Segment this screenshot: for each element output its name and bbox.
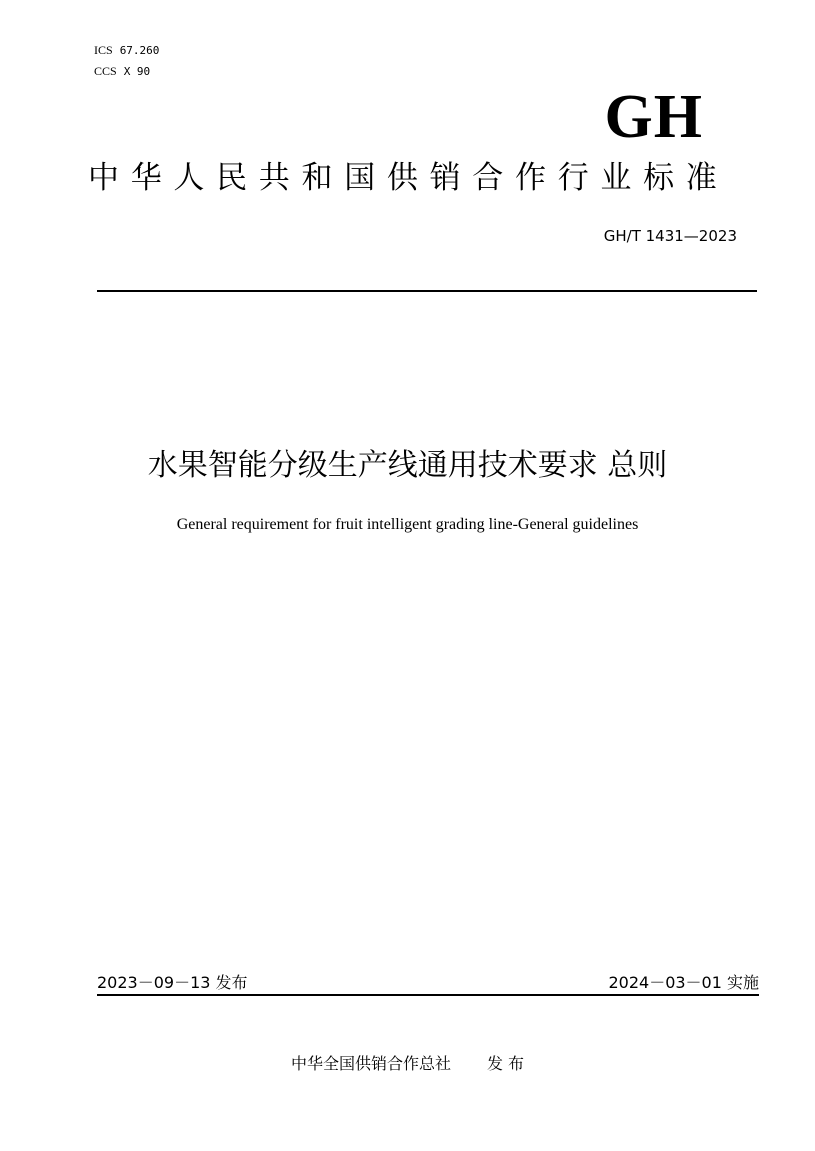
implement-date: 2024－03－01 实施 — [608, 973, 759, 992]
issue-date: 2023－09－13 发布 — [97, 973, 248, 992]
standard-number: GH/T 1431—2023 — [603, 227, 737, 245]
bottom-divider — [97, 994, 759, 996]
document-title-en: General requirement for fruit intelligent grading line-General guidelines — [176, 516, 639, 533]
ccs-label: CCS — [94, 64, 117, 78]
date-row — [97, 972, 759, 994]
ics-code: 67.260 — [119, 44, 160, 57]
ccs-code: X 90 — [123, 65, 151, 78]
document-title-cn: 水果智能分级生产线通用技术要求 总则 — [147, 448, 668, 483]
gh-logo: GH — [604, 83, 703, 151]
publisher-name: 中华全国供销合作总社 — [290, 1054, 451, 1073]
ccs-line — [94, 61, 159, 82]
top-divider — [97, 290, 757, 292]
classification-codes — [94, 40, 159, 82]
publisher-action: 发 布 — [486, 1054, 525, 1073]
ics-line — [94, 40, 159, 61]
standard-type: 中华人民共和国供销合作行业标准 — [88, 160, 729, 196]
ics-label: ICS — [94, 43, 113, 57]
publisher — [0, 1052, 815, 1076]
